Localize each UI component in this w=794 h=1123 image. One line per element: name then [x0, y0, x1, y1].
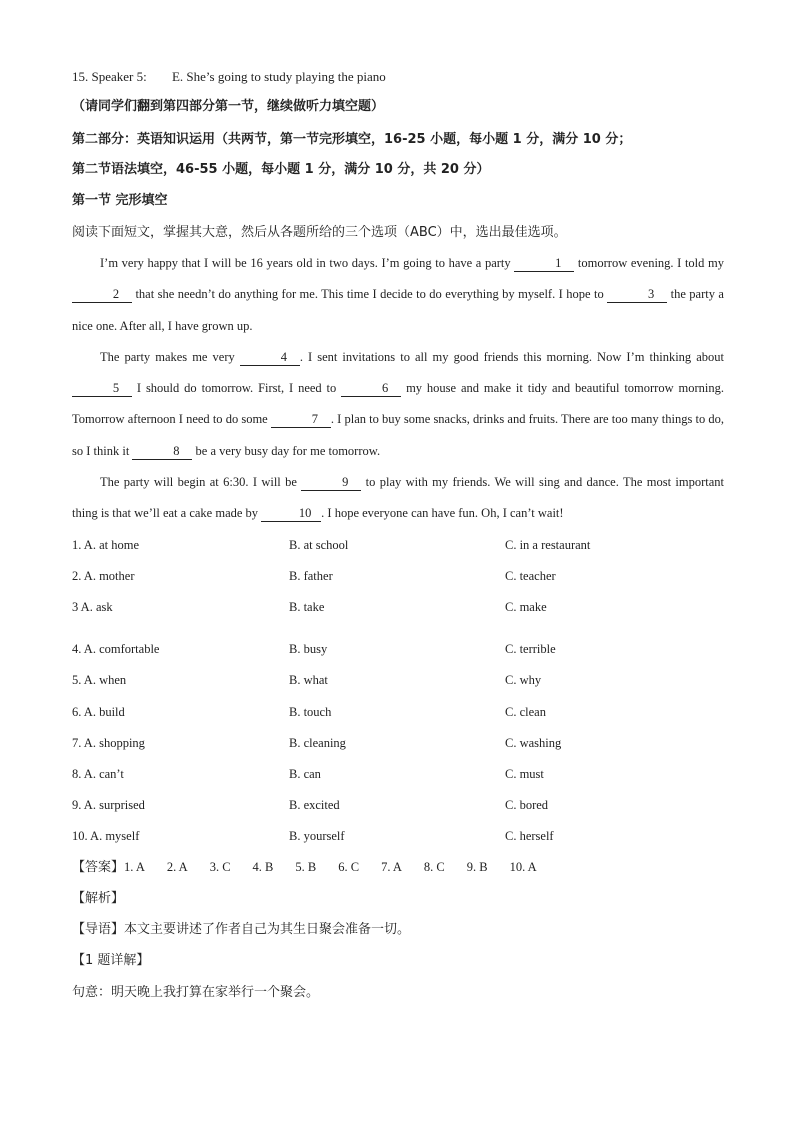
- p1-text-1: I’m very happy that I will be 16 years old in two days. I’m going to have a party: [100, 256, 515, 270]
- analysis-label: 【解析】: [72, 891, 125, 906]
- blank-2: 2: [72, 287, 132, 303]
- option-5b: B. what: [289, 673, 328, 687]
- option-8c: C. must: [505, 767, 544, 781]
- listening-note: （请同学们翻到第四部分第一节，继续做听力填空题）: [72, 99, 385, 114]
- option-8a: 8. A. can’t: [72, 767, 124, 781]
- blank-8: 8: [132, 444, 192, 460]
- option-10c: C. herself: [505, 829, 554, 843]
- speaker-label: 15. Speaker 5:: [72, 69, 147, 84]
- paragraph-2: [72, 342, 724, 467]
- answer-1: 1. A: [124, 860, 145, 874]
- p3-text-1: The party will begin at 6:30. I will be: [100, 475, 302, 490]
- p2-text-5: . I plan to buy some snacks, drinks and fruits. There are too many things to do, so I think it: [72, 412, 724, 458]
- option-1b: B. at school: [289, 538, 349, 552]
- speaker-line: [72, 67, 386, 87]
- answer-6: 6. C: [338, 860, 360, 874]
- option-2c: C. teacher: [505, 569, 556, 583]
- p1-text-3: that she needn’t do anything for me. This time I decide to do everything by myself. I hope to: [132, 287, 608, 302]
- option-1a: 1. A. at home: [72, 538, 140, 552]
- option-6b: B. touch: [289, 705, 332, 719]
- answer-2: 2. A: [166, 860, 188, 874]
- blank-4: 4: [240, 350, 300, 366]
- option-4a: 4. A. comfortable: [72, 642, 160, 656]
- option-3b: B. take: [289, 600, 325, 614]
- option-9b: B. excited: [289, 798, 340, 812]
- option-2b: B. father: [289, 569, 333, 583]
- option-7a: 7. A. shopping: [72, 736, 145, 750]
- option-6a: 6. A. build: [72, 705, 125, 719]
- option-4c: C. terrible: [505, 642, 556, 656]
- p2-text-1: The party makes me very: [100, 349, 240, 364]
- answer-9: 9. B: [466, 860, 488, 874]
- option-3c: C. make: [505, 600, 547, 614]
- option-5c: C. why: [505, 673, 542, 687]
- answer-3: 3. C: [209, 860, 231, 874]
- option-5a: 5. A. when: [72, 673, 127, 687]
- q1-detail-label: 【1 题详解】: [72, 953, 150, 968]
- guide-label: 【导语】: [72, 922, 125, 937]
- section1-title: 第一节 完形填空: [72, 193, 168, 208]
- blank-7: 7: [271, 412, 331, 428]
- guide-line: [72, 920, 410, 940]
- answer-5: 5. B: [295, 860, 317, 874]
- answer-line: [72, 857, 559, 878]
- p1-text-2: tomorrow evening. I told my: [574, 256, 725, 270]
- option-8b: B. can: [289, 767, 321, 781]
- option-2a: 2. A. mother: [72, 569, 135, 583]
- guide-text: 本文主要讲述了作者自己为其生日聚会准备一切。: [124, 922, 411, 937]
- blank-6: 6: [341, 381, 401, 397]
- p3-text-3: . I hope everyone can have fun. Oh, I can’t wait!: [321, 506, 564, 521]
- option-1c: C. in a restaurant: [505, 538, 591, 552]
- answer-label: 【答案】: [72, 860, 125, 875]
- option-7b: B. cleaning: [289, 736, 346, 750]
- blank-3: 3: [607, 287, 667, 303]
- speaker-option: E. She’s going to study playing the piano: [171, 69, 386, 84]
- blank-10: 10: [261, 506, 321, 522]
- p2-text-3: I should do tomorrow. First, I need to: [132, 381, 342, 396]
- option-6c: C. clean: [505, 705, 546, 719]
- option-9a: 9. A. surprised: [72, 798, 145, 812]
- paragraph-3: [72, 467, 724, 530]
- answer-10: 10. A: [509, 860, 537, 874]
- paragraph-1: [72, 248, 724, 342]
- option-3a: 3 A. ask: [72, 600, 113, 614]
- option-4b: B. busy: [289, 642, 328, 656]
- blank-5: 5: [72, 381, 132, 397]
- p2-text-2: . I sent invitations to all my good friends this morning. Now I’m thinking about: [299, 349, 724, 364]
- blank-9: 9: [301, 475, 361, 491]
- part2-header-line2: 第二节语法填空，46-55 小题，每小题 1 分，满分 10 分，共 20 分）: [72, 162, 490, 177]
- answer-8: 8. C: [423, 860, 445, 874]
- q1-sentence: 句意：明天晚上我打算在家举行一个聚会。: [72, 985, 320, 1000]
- p2-text-4: my house and make it tidy and beautiful tomorrow morning. Tomorrow afternoon I need to do some: [72, 381, 724, 427]
- passage: [72, 248, 724, 530]
- option-7c: C. washing: [505, 736, 562, 750]
- p2-text-6: be a very busy day for me tomorrow.: [192, 443, 381, 458]
- answer-4: 4. B: [252, 860, 274, 874]
- p3-text-2: to play with my friends. We will sing and dance. The most important thing is that we’ll eat a cake made by: [72, 475, 725, 521]
- p1-text-4: the party a nice one. After all, I have grown up.: [72, 287, 724, 333]
- blank-1: 1: [514, 256, 574, 272]
- part2-header-line1: 第二部分：英语知识运用（共两节，第一节完形填空，16-25 小题，每小题 1 分，满分 10 分；: [72, 132, 632, 147]
- option-10b: B. yourself: [289, 829, 345, 843]
- option-10a: 10. A. myself: [72, 829, 140, 843]
- instruction: 阅读下面短文，掌握其大意，然后从各题所给的三个选项（ABC）中，选出最佳选项。: [72, 225, 567, 240]
- option-9c: C. bored: [505, 798, 549, 812]
- answer-7: 7. A: [381, 860, 402, 874]
